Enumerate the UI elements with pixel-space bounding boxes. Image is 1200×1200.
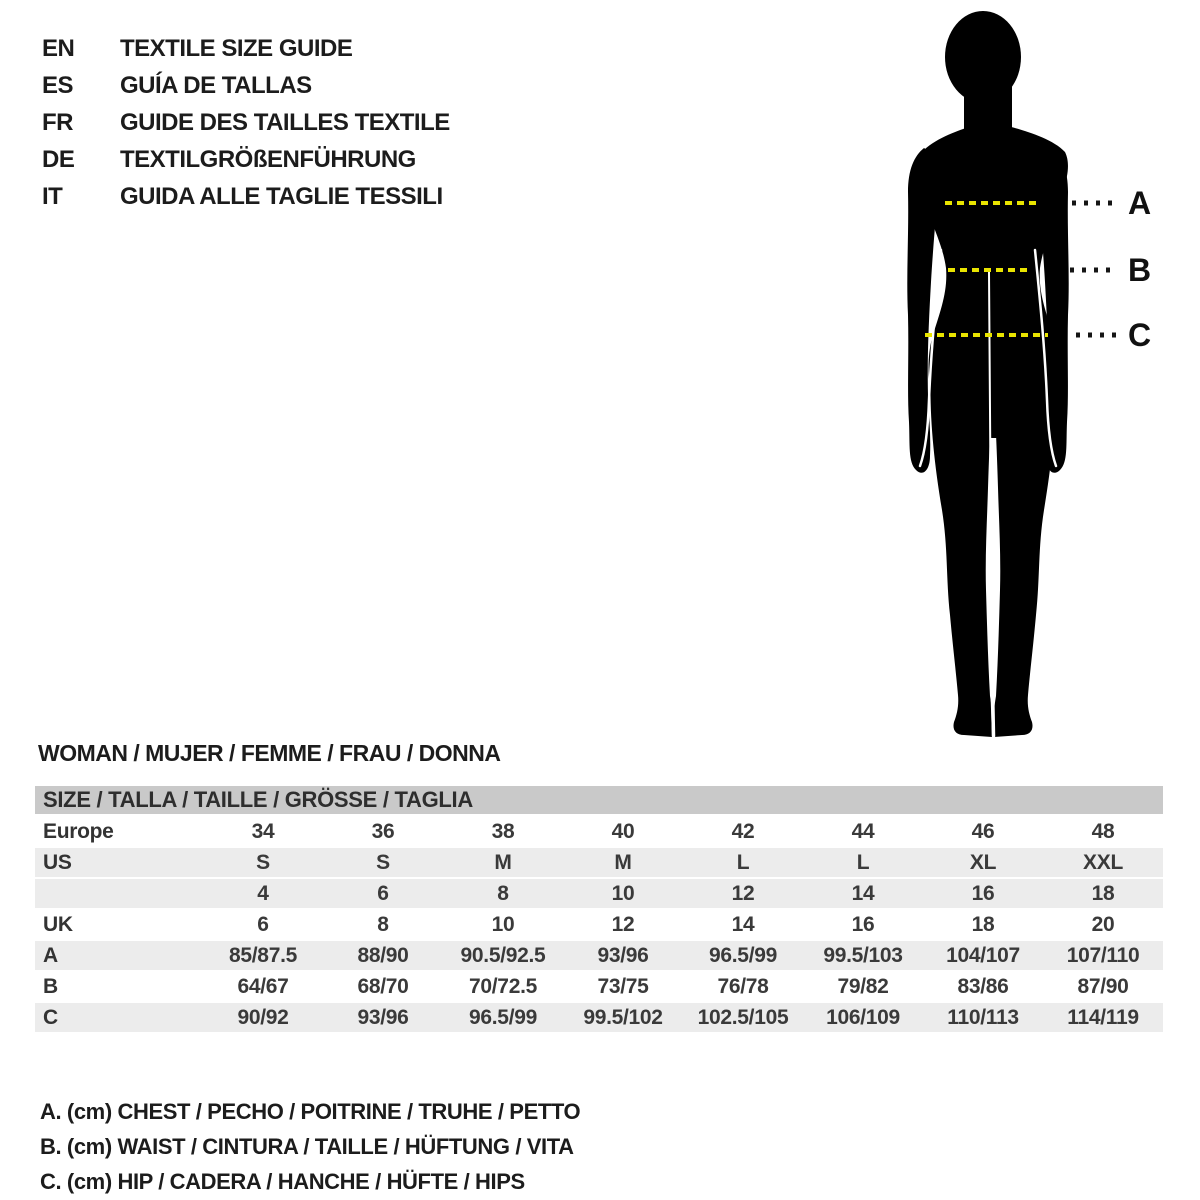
lang-row-fr (42, 104, 450, 141)
lang-code-fr: FR (42, 108, 73, 136)
cell: 90/92 (203, 1002, 323, 1033)
note-hip: C. (cm) HIP / CADERA / HANCHE / HÜFTE / HIPS (40, 1168, 525, 1194)
marker-label-c: C (1128, 317, 1152, 353)
cell: 10 (563, 878, 683, 909)
row-label: Europe (35, 816, 203, 848)
cell: 110/113 (923, 1002, 1043, 1033)
marker-labels (1128, 185, 1151, 353)
cell: 10 (443, 909, 563, 940)
row-label: US (35, 847, 203, 878)
table-row-europe (35, 816, 1163, 848)
table-row-us-letters (35, 847, 1163, 878)
cell: 42 (683, 816, 803, 848)
cell: S (203, 847, 323, 878)
cell: L (683, 847, 803, 878)
silhouette-left-leg (930, 350, 992, 737)
lang-row-it (42, 178, 450, 215)
table-header-row (35, 786, 1163, 816)
lang-row-de (42, 141, 450, 178)
cell: 6 (323, 878, 443, 909)
cell: 93/96 (563, 940, 683, 971)
cell: 96.5/99 (683, 940, 803, 971)
cell: M (443, 847, 563, 878)
feet-gap (992, 695, 994, 737)
cell: 18 (1043, 878, 1163, 909)
cell: 36 (323, 816, 443, 848)
language-list (42, 30, 450, 215)
lang-label-fr: GUIDE DES TAILLES TEXTILE (120, 108, 450, 136)
leader-lines (1070, 203, 1116, 335)
cell: XL (923, 847, 1043, 878)
table-row-uk (35, 909, 1163, 940)
cell: L (803, 847, 923, 878)
lang-row-en (42, 30, 450, 67)
cell: 16 (803, 909, 923, 940)
cell: M (563, 847, 683, 878)
row-label: C (35, 1002, 203, 1033)
cell: 88/90 (323, 940, 443, 971)
lang-row-es (42, 67, 450, 104)
cell: 12 (683, 878, 803, 909)
lang-code-es: ES (42, 71, 74, 99)
cell: 76/78 (683, 971, 803, 1002)
cell: S (323, 847, 443, 878)
row-label: B (35, 971, 203, 1002)
cell: 48 (1043, 816, 1163, 848)
cell: 104/107 (923, 940, 1043, 971)
cell: XXL (1043, 847, 1163, 878)
cell: 106/109 (803, 1002, 923, 1033)
measurement-notes (40, 1094, 580, 1199)
table-header-label: SIZE / TALLA / TAILLE / GRÖSSE / TAGLIA (35, 786, 1163, 816)
cell: 12 (563, 909, 683, 940)
lang-code-en: EN (42, 34, 75, 62)
cell: 99.5/103 (803, 940, 923, 971)
cell: 70/72.5 (443, 971, 563, 1002)
cell: 20 (1043, 909, 1163, 940)
cell: 8 (323, 909, 443, 940)
table-row-hip (35, 1002, 1163, 1033)
measurement-figure (860, 0, 1200, 760)
lang-label-en: TEXTILE SIZE GUIDE (120, 34, 353, 62)
cell: 79/82 (803, 971, 923, 1002)
cell: 14 (803, 878, 923, 909)
cell: 46 (923, 816, 1043, 848)
row-label (35, 878, 203, 909)
cell: 44 (803, 816, 923, 848)
cell: 6 (203, 909, 323, 940)
cell: 102.5/105 (683, 1002, 803, 1033)
marker-label-a: A (1128, 185, 1152, 221)
cell: 93/96 (323, 1002, 443, 1033)
table-row-us-numbers (35, 878, 1163, 909)
cell: 8 (443, 878, 563, 909)
note-waist: B. (cm) WAIST / CINTURA / TAILLE / HÜFTUNG / VITA (40, 1133, 574, 1159)
lang-label-it: GUIDA ALLE TAGLIE TESSILI (120, 182, 443, 210)
cell: 68/70 (323, 971, 443, 1002)
lang-label-es: GUÍA DE TALLAS (120, 71, 312, 99)
cell: 99.5/102 (563, 1002, 683, 1033)
cell: 107/110 (1043, 940, 1163, 971)
cell: 34 (203, 816, 323, 848)
marker-label-b: B (1128, 252, 1152, 288)
cell: 16 (923, 878, 1043, 909)
cell: 96.5/99 (443, 1002, 563, 1033)
row-label: UK (35, 909, 203, 940)
lang-code-de: DE (42, 145, 75, 173)
table-row-chest (35, 940, 1163, 971)
note-chest: A. (cm) CHEST / PECHO / POITRINE / TRUHE / PETTO (40, 1098, 581, 1124)
lang-label-de: TEXTILGRÖßENFÜHRUNG (120, 145, 416, 173)
cell: 38 (443, 816, 563, 848)
table-row-waist (35, 971, 1163, 1002)
cell: 85/87.5 (203, 940, 323, 971)
row-label: A (35, 940, 203, 971)
section-title: WOMAN / MUJER / FEMME / FRAU / DONNA (38, 740, 501, 766)
cell: 64/67 (203, 971, 323, 1002)
lang-code-it: IT (42, 182, 63, 210)
cell: 4 (203, 878, 323, 909)
cell: 73/75 (563, 971, 683, 1002)
cell: 14 (683, 909, 803, 940)
cell: 90.5/92.5 (443, 940, 563, 971)
cell: 40 (563, 816, 683, 848)
cell: 83/86 (923, 971, 1043, 1002)
cell: 18 (923, 909, 1043, 940)
cell: 114/119 (1043, 1002, 1163, 1033)
cell: 87/90 (1043, 971, 1163, 1002)
size-table (35, 786, 1163, 1034)
